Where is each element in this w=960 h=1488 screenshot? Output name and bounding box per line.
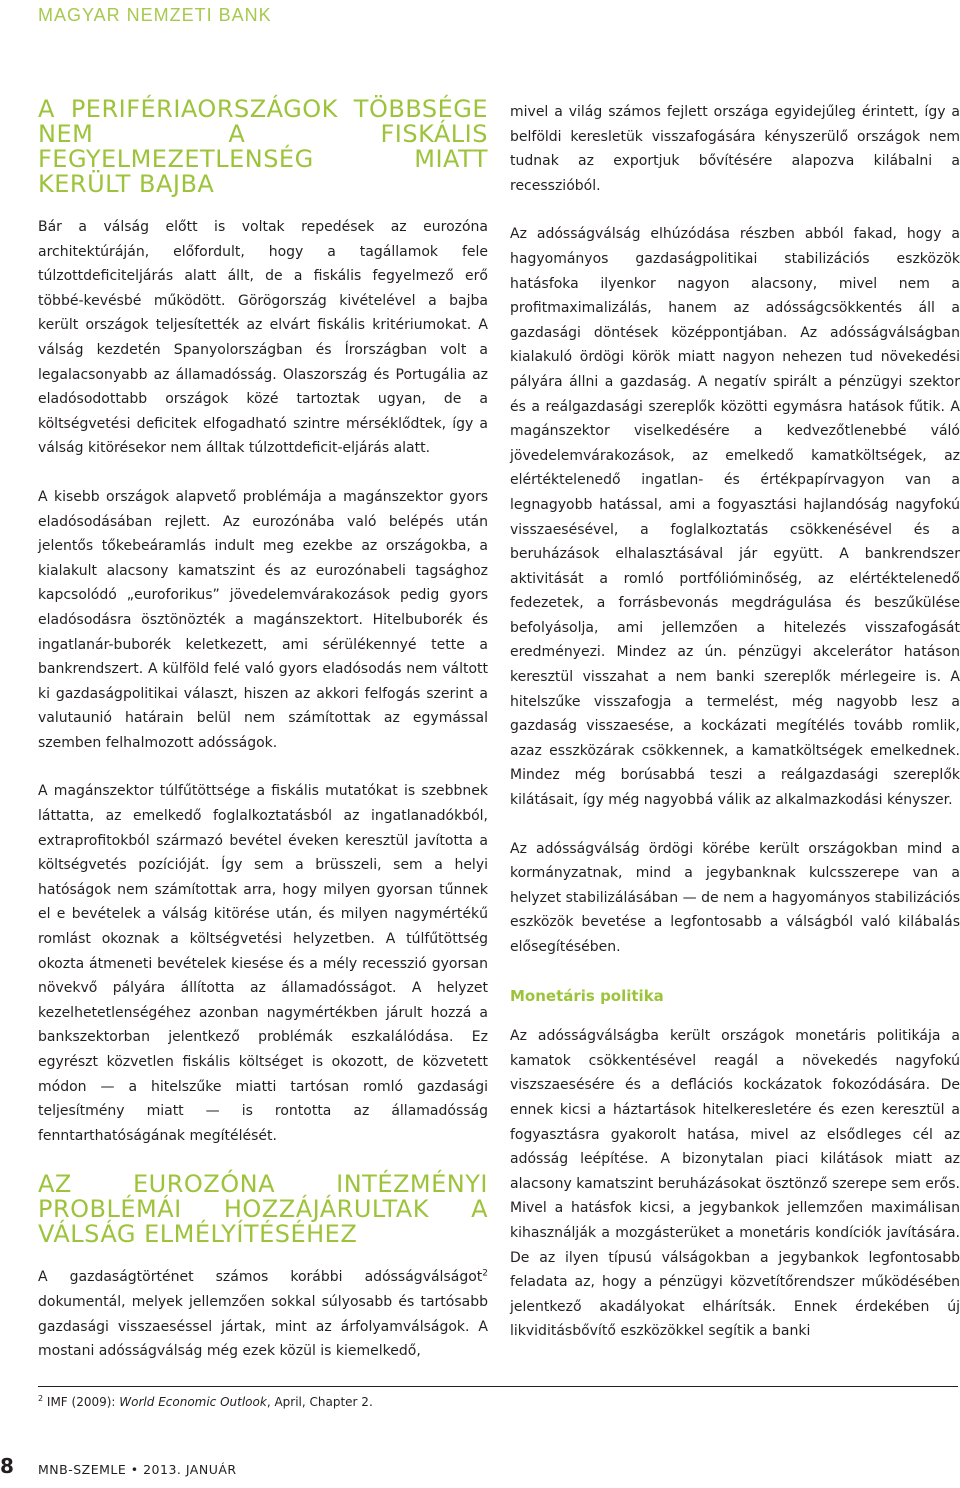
paragraph: mivel a világ számos fejlett országa egyidejűleg érintett, így a belföldi keresletük visszafogására kényszerülő országok nem tudnak az exportjuk bővítésére alapozva kilábalni a recesszióból. [510,104,960,194]
footnote [38,1394,373,1409]
footnote-text-end: , April, Chapter 2. [266,1395,373,1409]
page-number: 8 [0,1454,15,1478]
section-heading-1: A PERIFÉRIAORSZÁGOK TÖBBSÉGE NEM A FISKÁLIS FEGYELMEZETLENSÉG MIATT KERÜLT BAJBA [38,95,488,198]
paragraph-text: A gazdaságtörténet számos korábbi adósságválságot [38,1269,483,1286]
paragraph: Az adósságválság elhúzódása részben abból fakad, hogy a hagyományos gazdaságpolitikai stabilizációs eszközök hatásfoka ilyenkor nagyon alacsony, mivel nem a profitmaximalizálás, hanem az adósságcsökkentés áll a gazdasági döntések középpontjában. Az adósságválságban kialakuló ördögi körök miatt nagyon nehezen tud növekedési pályára állni a gazdaság. A negatív spirált a pénzügyi szektor és a reálgazdasági szereplők közötti egymásra hatások fűtik. A magánszektor viselkedésére a kedvezőtlenebbé váló jövedelemvárakozások, az emelkedő kamatköltségek, az elértéktelenedő ingatlan- és értékpapírvagyon van a legnagyobb hatással, ami a fogyasztási hajlandóság nagyfokú visszaesésével, a foglalkoztatás csökkenésével és a beruházások elhalasztásával jár együtt. A bankrendszer aktivitását a romló portfólióminőség, az elértéktelenedő fedezetek, a forrásbevonás megdrágulása és beszűkülése befolyásolja, ami jellemzően a hitelezés visszafogását eredményezi. Mindez az ún. pénzügyi akcelerátor hatáson keresztül visszahat a nem banki szereplők mérlegeire is. A hitelszűke visszafogja a termelést, még nagyobb lesz a gazdaság visszaesése, a kockázati megítélés tovább romlik, azaz esszközárak csökkennek, a kamatköltségek emelkednek. Mindez még borúsabbá teszi a reálgazdasági szereplők kilátásait, így még nagyobbá válik az alkalmazkodási kényszer. [510,226,960,809]
footnote-text: IMF (2009): [43,1395,120,1409]
paragraph [38,1265,488,1363]
paragraph: Az adósságválság ördögi körébe került országokban mind a kormányzatnak, mind a jegybanknak kulcsszerepe van a helyzet stabilizálásában — de nem a hagyományos stabilizációs eszközök bevetése a legfontosabb a válságból való kilábalás elősegítésében. [510,840,960,955]
paragraph: Az adósságválságba került országok monetáris politikája a kamatok csökkentésével reagál a növekedés nagyfokú viszszaesésére és a deflációs kockázatok fokozódására. De ennek kicsi a háztartások hitelkeresletére és ezen keresztül a fogyasztásra gyakorolt hatása, mivel az elsődleges cél az adósság leépítése. A bizonytalan piaci kilátások miatt az alacsony kamatszint beruházásokat ösztönző szerepe sem erős. Mivel a hatásfok kicsi, a jegybankok jellemzően maximálisan kihasználják a mozgásterüket a monetáris kondíciók javítására. De az ilyen típusú válságokban a jegybankok legfontosabb feladata az, hogy a pénzügyi közvetítőrendszer működésében jelentkező akadályokat elhárítsák. Ennek érdekében új likviditásbővítő eszközökkel segítik a banki [510,1028,960,1340]
footnote-title: World Economic Outlook [119,1395,267,1409]
running-header: MAGYAR NEMZETI BANK [38,5,272,25]
footnote-divider [38,1386,958,1387]
left-column [38,97,488,1388]
section-heading-2: AZ EUROZÓNA INTÉZMÉNYI PROBLÉMÁI HOZZÁJÁRULTAK A VÁLSÁG ELMÉLYÍTÉSÉHEZ [38,1170,488,1249]
paragraph: A magánszektor túlfűtöttsége a fiskális mutatókat is szebbnek láttatta, az emelkedő foglalkoztatásból az ingatlanadókból, extraprofitokból származó bevétel éveken keresztül javította a költségvetés pozícióját. Így sem a brüsszeli, sem a helyi hatóságok nem számítottak arra, hogy milyen gyorsan tűnnek el e bevételek a válság kitörése után, és milyen nagymértékű romlást okoznak a költségvetési helyzetben. A túlfűtöttség okozta átmeneti bevételek kiesése és a mély recesszió gyorsan növekvő pályára állította az államadósságot. A helyzet kezelhetetlenségéhez azonban nagymértékben járult hozzá a bankszektorban jelentkező problémák eszkalálódása. Ez egyrészt közvetlen fiskális költséget is okozott, de közvetett módon — a hitelszűke miatti tartósan romló gazdasági teljesítmény miatt — is rontotta az államadósság fenntarthatóságának megítélését. [38,783,488,1144]
paragraph: Bár a válság előtt is voltak repedések az eurozóna architektúráján, előfordult, hogy a tagállamok fele túlzottdeficiteljárás alatt állt, de a fiskális fegyelmező erő többé-kevésbé működött. Görögország kivételével a bajba került országok teljesítették az elvárt fiskális kritériumokat. A válság kezdetén Spanyolországban és Írországban volt a legalacsonyabb az államadósság. Olaszország és Portugália az eladósodottabb országok közé tartoztak ugyan, de a költségvetési deficitek elfogadható szintre mérséklődtek, így a válság kitörésekor nem álltak túlzottdeficit-eljárás alatt. [38,219,488,457]
footnote-number: 2 [38,1394,44,1403]
footnote-ref[interactable]: 2 [482,1268,488,1279]
paragraph-text: dokumentál, melyek jellemzően sokkal súlyosabb és tartósabb gazdasági visszaeséssel jártak, mint az árfolyamválságok. A mostani adósságválság még ezek közül is kiemelkedő, [38,1293,488,1360]
right-column [510,100,960,1368]
subsection-heading: Monetáris politika [510,986,664,1005]
footer-publication: MNB-SZEMLE • 2013. JANUÁR [38,1462,237,1477]
paragraph: A kisebb országok alapvető problémája a magánszektor gyors eladósodásában rejlett. Az eurozónába való belépés után jelentős tőkebeáramlás indult meg ezekbe az országokba, a kialakult alacsony kamatszint és az eurozónabeli tagsághoz kapcsolódó „euroforikus” jövedelemvárakozások pedig gyors eladósodásra ösztönözték a magánszektort. Hitelbuborék és ingatlanár-buborék keletkezett, ami sérülékennyé tette a bankrendszert. A külföld felé való gyors eladósodás nem váltott ki gazdaságpolitikai választ, hiszen az akkori felfogás szerint a valutaunió határain belül nem számítottak az egymással szemben felhalmozott adósságok. [38,488,488,751]
